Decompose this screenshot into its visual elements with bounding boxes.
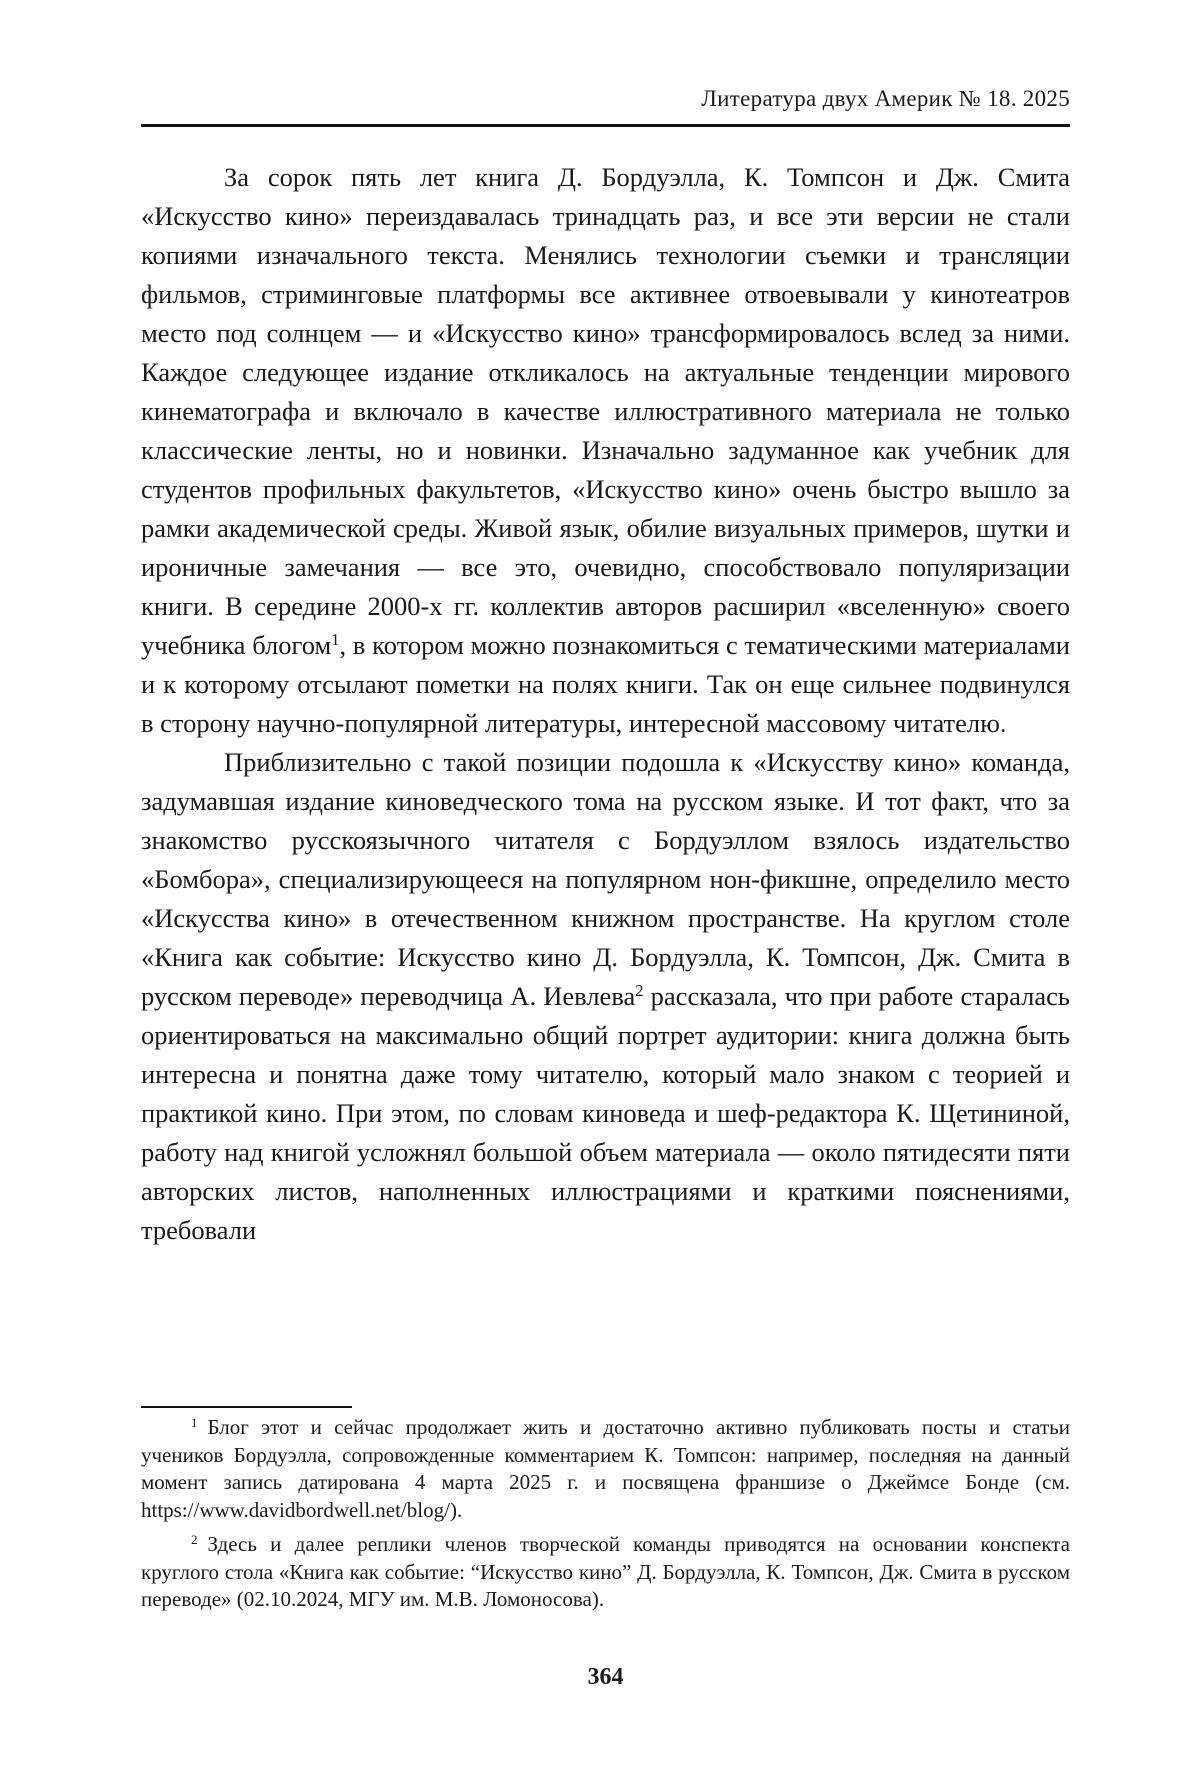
paragraph-2-text-a: Приблизительно с такой позиции подошла к «Искусству кино» команда, задумавшая издание киноведческого тома на русском языке. И тот факт, что за знакомство русскоязычного читателя с Бордуэллом взялось издательство «Бомбора», специализирующееся на популярном нон-фикшне, определило место «Искусства кино» в отечественном книжном пространстве. На круглом столе «Книга как событие: Искусство кино Д. Бордуэлла, К. Томпсон, Дж. Смита в русском переводе» переводчица А. Иевлева xyxy=(141,747,1070,1011)
header-rule xyxy=(141,124,1070,127)
footnotes xyxy=(141,1414,1070,1621)
paragraph-2 xyxy=(141,743,1070,1250)
journal-page xyxy=(141,0,1070,1780)
footnote-1 xyxy=(141,1414,1070,1524)
footnote-ref-2[interactable]: 2 xyxy=(635,980,644,1000)
paragraph-2-text-b: рассказала, что при работе старалась ориентироваться на максимально общий портрет аудитории: книга должна быть интересна и понятна даже тому читателю, который мало знаком с теорией и практикой кино. При этом, по словам киноведа и шеф-редактора К. Щетининой, работу над книгой усложнял большой объем материала — около пятидесяти пяти авторских листов, наполненных иллюстрациями и краткими пояснениями, требовали xyxy=(141,981,1070,1245)
running-header: Литература двух Америк № 18. 2025 xyxy=(701,86,1070,111)
footnote-text: Блог этот и сейчас продолжает жить и достаточно активно публиковать посты и статьи учеников Бордуэлла, сопровожденные комментарием К. Томпсон: например, последняя на данный момент запись датирована 4 марта 2025 г. и посвящена франшизе о Джеймсе Бонде (см. https://www.davidbordwell.net/blog/). xyxy=(141,1415,1070,1522)
footnote-marker: 1 xyxy=(191,1414,198,1430)
article-body xyxy=(141,158,1070,1250)
page-number: 364 xyxy=(587,1664,624,1690)
footnote-ref-1[interactable]: 1 xyxy=(331,629,340,649)
footnote-2 xyxy=(141,1531,1070,1614)
paragraph-1-text-b: , в котором можно познакомиться с тематическими материалами и к которому отсылают пометки на полях книги. Так он еще сильнее подвинулся в сторону научно-популярной литературы, интересной массовому читателю. xyxy=(141,630,1070,738)
paragraph-1 xyxy=(141,158,1070,743)
footnote-text: Здесь и далее реплики членов творческой команды приводятся на основании конспекта круглого стола «Книга как событие: “Искусство кино” Д. Бордуэлла, К. Томпсон, Дж. Смита в русском переводе» (02.10.2024, МГУ им. М.В. Ломоносова). xyxy=(141,1532,1070,1611)
paragraph-1-text-a: За сорок пять лет книга Д. Бордуэлла, К. Томпсон и Дж. Смита «Искусство кино» переиздавалась тринадцать раз, и все эти версии не стали копиями изначального текста. Менялись технологии съемки и трансляции фильмов, стриминговые платформы все активнее отвоевывали у кинотеатров место под солнцем — и «Искусство кино» трансформировалось вслед за ними. Каждое следующее издание откликалось на актуальные тенденции мирового кинематографа и включало в качестве иллюстративного материала не только классические ленты, но и новинки. Изначально задуманное как учебник для студентов профильных факультетов, «Искусство кино» очень быстро вышло за рамки академической среды. Живой язык, обилие визуальных примеров, шутки и ироничные замечания — все это, очевидно, способствовало популяризации книги. В середине 2000-х гг. коллектив авторов расширил «вселенную» своего учебника блогом xyxy=(141,162,1070,660)
footnote-separator xyxy=(141,1406,352,1408)
footnote-marker: 2 xyxy=(191,1531,198,1547)
